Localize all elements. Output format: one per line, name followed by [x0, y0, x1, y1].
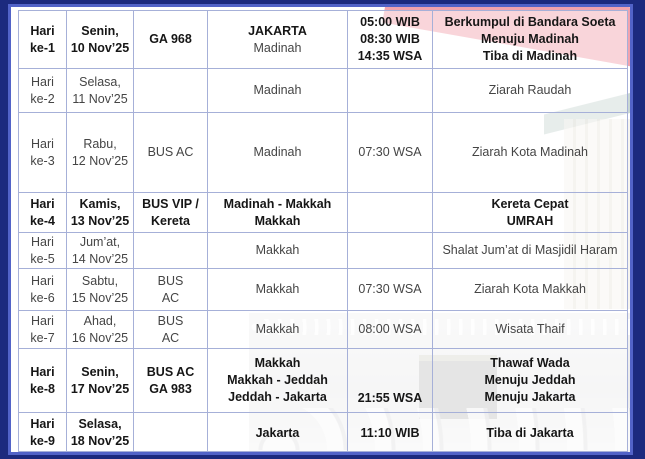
cell-line: Senin,	[81, 23, 119, 38]
cell-date	[67, 311, 134, 348]
cell-line: Tiba di Jakarta	[486, 425, 574, 440]
cell-transport	[134, 349, 208, 412]
cell-line: Jeddah - Jakarta	[228, 390, 327, 404]
cell-line: Makkah - Jeddah	[227, 373, 328, 387]
cell-line: 14:35 WSA	[357, 49, 423, 63]
cell-transport	[134, 413, 208, 453]
cell-line: 07:30 WSA	[358, 145, 422, 159]
cell-route	[208, 311, 348, 348]
cell-line: Menuju Madinah	[481, 32, 579, 46]
cell-date	[67, 113, 134, 192]
cell-line: Madinah	[253, 145, 302, 159]
cell-line: ke-9	[29, 434, 56, 448]
cell-transport	[134, 11, 208, 68]
cell-day	[19, 233, 67, 268]
cell-transport	[134, 193, 208, 232]
cell-date	[67, 233, 134, 268]
cell-line: 11 Nov’25	[72, 91, 128, 106]
cell-line: ke-7	[30, 330, 55, 345]
cell-route	[208, 113, 348, 192]
cell-day	[19, 413, 67, 453]
cell-activity	[433, 11, 627, 68]
cell-transport	[134, 311, 208, 348]
cell-day	[19, 69, 67, 112]
cell-line: Rabu,	[83, 136, 117, 151]
cell-route	[208, 349, 348, 412]
cell-line: BUS AC	[146, 364, 195, 379]
cell-line: Sabtu,	[81, 273, 119, 288]
table-row	[19, 113, 627, 193]
cell-line: Menuju Jeddah	[484, 373, 576, 387]
cell-line: ke-5	[30, 251, 55, 266]
cell-line: Hari	[31, 136, 54, 151]
cell-line: Hari	[30, 417, 55, 431]
cell-line: Makkah	[255, 282, 300, 296]
cell-date	[67, 11, 134, 68]
cell-line: 17 Nov’25	[70, 381, 130, 396]
cell-line: BUS	[157, 273, 184, 288]
cell-transport	[134, 269, 208, 310]
cell-line: Shalat Jum’at di Masjidil Haram	[442, 243, 618, 257]
cell-time	[348, 233, 433, 268]
cell-line: 13 Nov’25	[70, 213, 130, 228]
cell-date	[67, 413, 134, 453]
cell-line: Makkah	[254, 356, 301, 370]
page-frame-inner	[8, 4, 633, 455]
cell-line: 08:00 WSA	[358, 322, 422, 336]
cell-activity	[433, 193, 627, 232]
cell-day	[19, 311, 67, 348]
cell-route	[208, 233, 348, 268]
cell-time	[348, 311, 433, 348]
cell-line: ke-4	[29, 213, 56, 228]
cell-activity	[433, 69, 627, 112]
cell-line: Kereta	[151, 213, 190, 228]
cell-line: Kamis,	[79, 196, 121, 211]
cell-line: Ahad,	[83, 313, 117, 328]
cell-route	[208, 69, 348, 112]
cell-line: Jakarta	[255, 425, 300, 440]
cell-line: Jum’at,	[79, 234, 121, 249]
cell-line: Hari	[31, 273, 54, 288]
cell-line: JAKARTA	[248, 23, 307, 38]
cell-line: ke-3	[30, 153, 55, 168]
cell-day	[19, 193, 67, 232]
cell-line: Menuju Jakarta	[484, 390, 576, 404]
cell-line: 12 Nov’25	[71, 153, 129, 168]
itinerary-table	[18, 10, 628, 452]
cell-time	[348, 349, 433, 412]
cell-route	[208, 269, 348, 310]
cell-line: BUS AC	[147, 145, 194, 159]
cell-line: Madinah	[253, 83, 302, 97]
cell-line: Wisata Thaif	[495, 322, 565, 336]
cell-activity	[433, 269, 627, 310]
cell-line: Hari	[31, 313, 54, 328]
cell-route	[208, 193, 348, 232]
cell-line: 14 Nov’25	[71, 251, 129, 266]
cell-time	[348, 413, 433, 453]
cell-activity	[433, 349, 627, 412]
cell-line: Hari	[30, 196, 55, 211]
cell-line: BUS	[157, 313, 184, 328]
cell-date	[67, 193, 134, 232]
cell-line: Makkah	[255, 322, 300, 336]
cell-line: 21:55 WSA	[357, 391, 423, 405]
cell-line: 18 Nov’25	[70, 434, 130, 448]
cell-line: Madinah	[253, 40, 302, 55]
cell-line: 05:00 WIB	[360, 15, 420, 29]
cell-day	[19, 349, 67, 412]
cell-day	[19, 11, 67, 68]
cell-line: Makkah	[255, 243, 300, 257]
cell-line: Hari	[31, 234, 54, 249]
cell-activity	[433, 113, 627, 192]
cell-line: Hari	[31, 74, 54, 89]
cell-transport	[134, 233, 208, 268]
cell-line: Hari	[30, 364, 55, 379]
cell-line: Hari	[30, 23, 55, 38]
cell-time	[348, 193, 433, 232]
cell-date	[67, 349, 134, 412]
table-row	[19, 69, 627, 113]
cell-line: 08:30 WIB	[360, 32, 420, 46]
cell-line: Thawaf Wada	[490, 356, 570, 370]
cell-line: Selasa,	[79, 74, 121, 89]
cell-line: AC	[161, 290, 180, 305]
cell-line: 07:30 WSA	[358, 282, 422, 296]
cell-date	[67, 269, 134, 310]
cell-activity	[433, 311, 627, 348]
table-row	[19, 311, 627, 349]
cell-line: 11:10 WIB	[360, 425, 420, 440]
cell-line: Makkah	[254, 213, 301, 228]
cell-route	[208, 413, 348, 453]
cell-line: ke-2	[30, 91, 55, 106]
cell-line: Selasa,	[78, 417, 122, 431]
cell-line: ke-1	[29, 40, 56, 55]
cell-time	[348, 11, 433, 68]
table-row	[19, 269, 627, 311]
cell-line: 15 Nov’25	[71, 290, 129, 305]
table-row	[19, 349, 627, 413]
cell-line: Kereta Cepat	[491, 196, 569, 211]
cell-line: Senin,	[81, 364, 119, 379]
cell-time	[348, 269, 433, 310]
cell-transport	[134, 69, 208, 112]
cell-line: ke-6	[30, 290, 55, 305]
cell-day	[19, 113, 67, 192]
cell-line: AC	[161, 330, 180, 345]
cell-time	[348, 69, 433, 112]
cell-line: ke-8	[29, 381, 56, 396]
cell-route	[208, 11, 348, 68]
cell-line: 16 Nov’25	[71, 330, 129, 345]
cell-line: Ziarah Kota Madinah	[471, 145, 589, 159]
table-row	[19, 413, 627, 453]
cell-line: UMRAH	[506, 213, 554, 228]
cell-transport	[134, 113, 208, 192]
cell-line: 10 Nov’25	[70, 40, 130, 55]
cell-time	[348, 113, 433, 192]
cell-line: BUS VIP /	[142, 196, 199, 211]
table-row	[19, 193, 627, 233]
cell-line: GA 968	[149, 32, 192, 46]
cell-line: Madinah - Makkah	[223, 196, 332, 211]
cell-day	[19, 269, 67, 310]
cell-line: Ziarah Kota Makkah	[474, 282, 586, 296]
cell-activity	[433, 413, 627, 453]
cell-date	[67, 69, 134, 112]
table-row	[19, 233, 627, 269]
cell-line: Ziarah Raudah	[488, 83, 572, 97]
table-row	[19, 11, 627, 69]
cell-line: Tiba di Madinah	[482, 49, 578, 63]
cell-line: GA 983	[149, 381, 192, 396]
cell-activity	[433, 233, 627, 268]
cell-line: Berkumpul di Bandara Soeta	[444, 15, 616, 29]
